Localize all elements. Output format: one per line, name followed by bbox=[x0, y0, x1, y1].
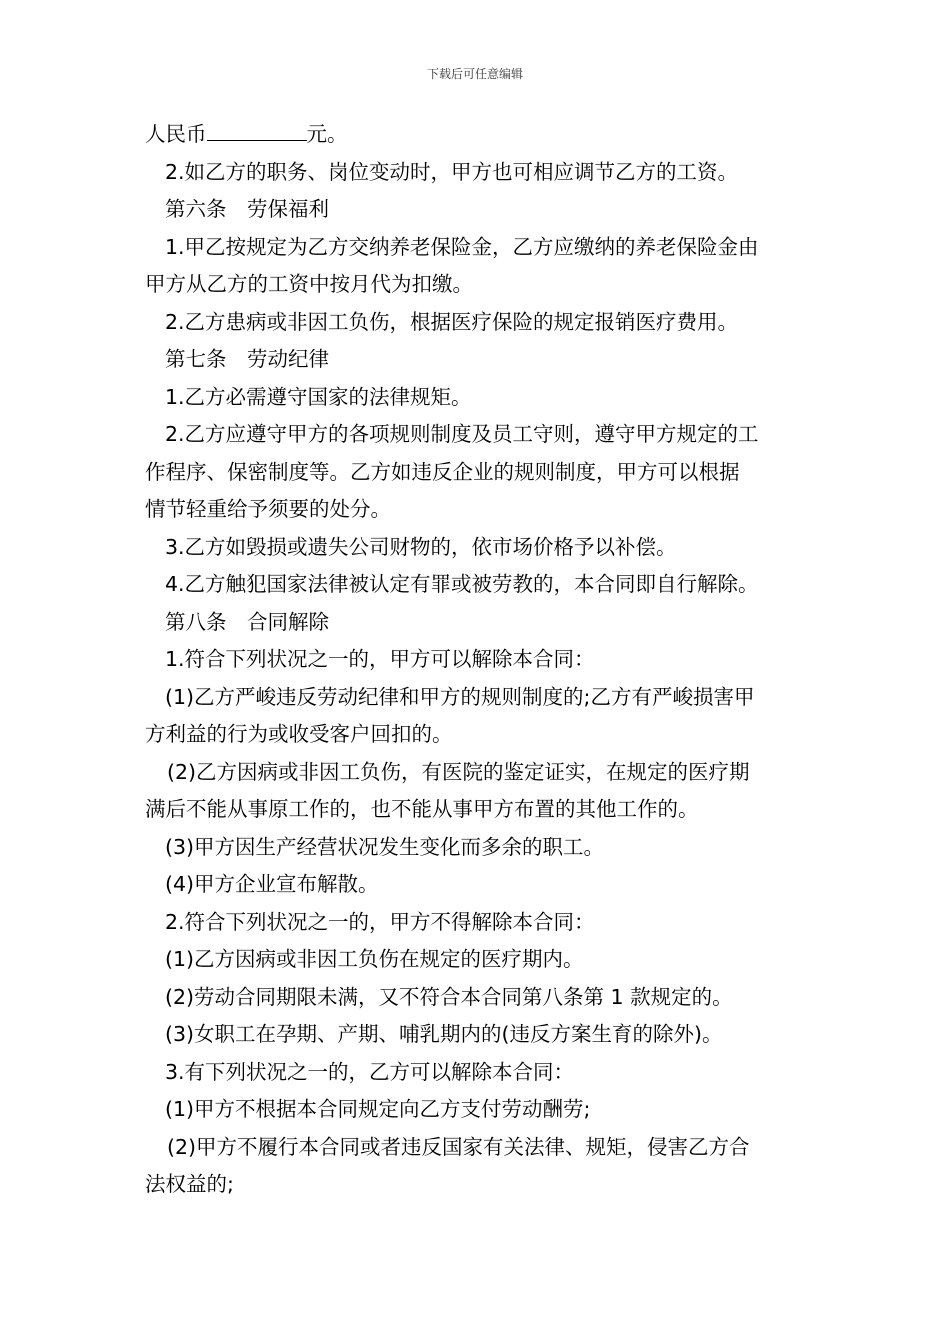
paragraph-line: 2.符合下列状况之一的，甲方不得解除本合同： bbox=[165, 909, 595, 934]
paragraph-line: 3.乙方如毁损或遗失公司财物的，依市场价格予以补偿。 bbox=[165, 534, 677, 559]
paragraph-line: 作程序、保密制度等。乙方如违反企业的规则制度，甲方可以根据 bbox=[145, 459, 740, 484]
paragraph-line: 1.乙方必需遵守国家的法律规矩。 bbox=[165, 384, 472, 409]
paragraph-line: 甲方从乙方的工资中按月代为扣缴。 bbox=[145, 272, 473, 296]
paragraph-text: 元。 bbox=[306, 122, 348, 146]
paragraph-line: (1)乙方因病或非因工负伤在规定的医疗期内。 bbox=[165, 947, 584, 971]
paragraph-line: (4)甲方企业宣布解散。 bbox=[165, 872, 379, 896]
paragraph-line: 法权益的; bbox=[145, 1172, 234, 1196]
paragraph-line: 4.乙方触犯国家法律被认定有罪或被劳教的，本合同即自行解除。 bbox=[165, 572, 759, 596]
paragraph-line: 情节轻重给予须要的处分。 bbox=[145, 497, 391, 521]
paragraph-line: (3)甲方因生产经营状况发生变化而多余的职工。 bbox=[165, 834, 605, 859]
section-heading: 第八条 合同解除 bbox=[165, 609, 329, 634]
paragraph-line: (3)女职工在孕期、产期、哺乳期内的(违反方案生育的除外)。 bbox=[165, 1022, 723, 1046]
paragraph-line: (1)乙方严峻违反劳动纪律和甲方的规则制度的;乙方有严峻损害甲 bbox=[165, 684, 755, 709]
paragraph-line: 2.乙方应遵守甲方的各项规则制度及员工守则，遵守甲方规定的工 bbox=[165, 422, 759, 446]
paragraph-line: 1.甲乙按规定为乙方交纳养老保险金，乙方应缴纳的养老保险金由 bbox=[165, 234, 759, 259]
paragraph-line: (2)甲方不履行本合同或者违反国家有关法律、规矩，侵害乙方合 bbox=[167, 1134, 750, 1159]
paragraph-line: 2.乙方患病或非因工负伤，根据医疗保险的规定报销医疗费用。 bbox=[165, 309, 739, 334]
document-body bbox=[145, 116, 815, 1204]
paragraph-line: 方利益的行为或收受客户回扣的。 bbox=[145, 722, 453, 746]
paragraph-line: (2)劳动合同期限未满，又不符合本合同第八条第 1 款规定的。 bbox=[165, 984, 733, 1009]
paragraph-text: 人民币 bbox=[145, 122, 207, 146]
paragraph-line: 3.有下列状况之一的，乙方可以解除本合同： bbox=[165, 1059, 575, 1084]
paragraph-line: 1.符合下列状况之一的，甲方可以解除本合同： bbox=[165, 647, 595, 671]
blank-fill-line bbox=[207, 120, 307, 141]
page-header: 下载后可任意编辑 bbox=[426, 67, 523, 81]
section-heading: 第六条 劳保福利 bbox=[165, 197, 329, 221]
paragraph-line: (1)甲方不根据本合同规定向乙方支付劳动酬劳; bbox=[165, 1097, 591, 1121]
paragraph-line bbox=[145, 116, 815, 154]
paragraph-line: 满后不能从事原工作的，也不能从事甲方布置的其他工作的。 bbox=[145, 797, 699, 821]
paragraph-line: (2)乙方因病或非因工负伤，有医院的鉴定证实，在规定的医疗期 bbox=[167, 759, 750, 784]
paragraph-line: 2.如乙方的职务、岗位变动时，甲方也可相应调节乙方的工资。 bbox=[165, 159, 739, 184]
section-heading: 第七条 劳动纪律 bbox=[165, 347, 329, 371]
